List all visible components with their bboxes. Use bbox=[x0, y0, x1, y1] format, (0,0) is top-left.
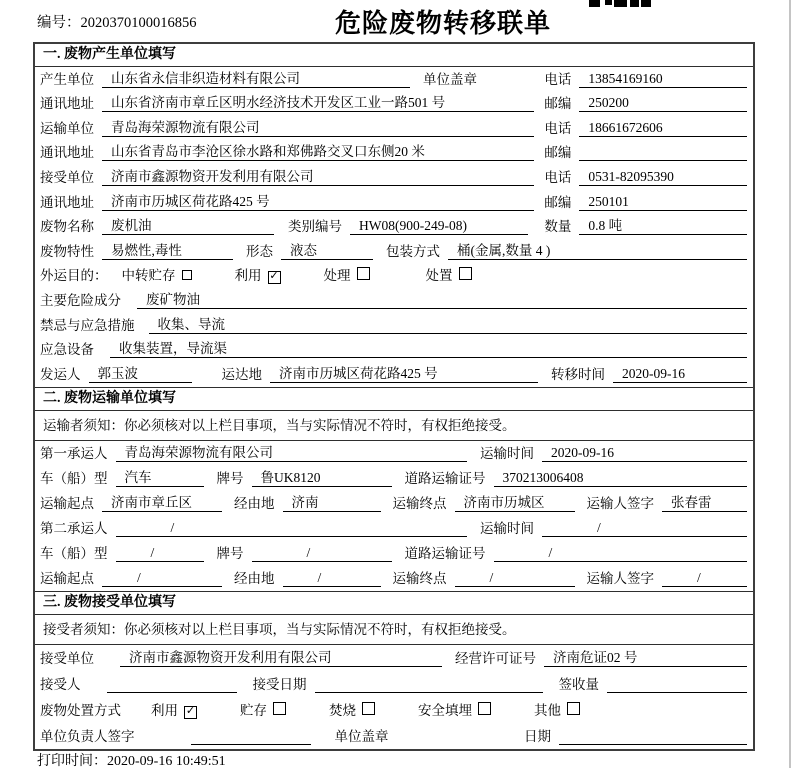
option-dispose-label: 处置 bbox=[425, 268, 453, 284]
first-route-row bbox=[35, 491, 753, 516]
option-store bbox=[240, 699, 286, 719]
receiver-notice: 接受者须知：你必须核对以上栏目事项，当与实际情况不符时，有权拒绝接受。 bbox=[35, 615, 753, 645]
print-time-label: 打印时间： bbox=[37, 754, 107, 769]
route-start-value: 济南市章丘区 bbox=[102, 491, 222, 512]
route-via-value: / bbox=[283, 570, 381, 587]
option-other bbox=[534, 699, 580, 719]
plate-number-label: 牌号 bbox=[216, 470, 244, 486]
phone-label: 电话 bbox=[544, 71, 572, 87]
unit-stamp-label: 单位盖章 bbox=[423, 71, 477, 87]
serial-label: 编号： bbox=[37, 15, 81, 31]
sign-date-value bbox=[559, 728, 747, 745]
document-header bbox=[0, 0, 796, 42]
waste-name-label: 废物名称 bbox=[40, 219, 94, 235]
print-time bbox=[37, 750, 226, 770]
responsible-sign-row bbox=[35, 723, 753, 749]
waste-traits-label: 废物特性 bbox=[40, 243, 94, 259]
vehicle-type-value: 汽车 bbox=[116, 466, 204, 487]
dispatcher-row bbox=[35, 362, 753, 387]
carrier-sign-label: 运输人签字 bbox=[586, 495, 654, 511]
qr-block bbox=[605, 0, 612, 5]
road-permit-label: 道路运输证号 bbox=[404, 470, 486, 486]
option-dispose bbox=[426, 264, 472, 284]
qr-block bbox=[589, 0, 600, 7]
generator-unit-group bbox=[40, 67, 534, 88]
responsible-sign-value bbox=[191, 728, 311, 745]
physical-form-value: 液态 bbox=[281, 239, 373, 260]
second-route-row bbox=[35, 566, 753, 591]
road-permit-value: / bbox=[494, 545, 748, 562]
waste-name-value: 废机油 bbox=[102, 214, 274, 235]
license-number-label: 经营许可证号 bbox=[455, 650, 536, 666]
phone-label: 电话 bbox=[544, 169, 572, 185]
zip-label: 邮编 bbox=[544, 145, 572, 161]
dispose-checkbox bbox=[459, 267, 472, 280]
acceptor-value bbox=[107, 676, 237, 693]
hazard-component-value: 废矿物油 bbox=[137, 288, 747, 309]
receiver-address-group bbox=[40, 190, 534, 211]
acceptor-label: 接受人 bbox=[40, 676, 81, 692]
route-start-label: 运输起点 bbox=[40, 570, 94, 586]
zip-label: 邮编 bbox=[544, 96, 572, 112]
packaging-label: 包装方式 bbox=[386, 243, 440, 259]
waste-traits-value: 易燃性,毒性 bbox=[102, 239, 233, 260]
transfer-time-label: 转移时间 bbox=[551, 366, 605, 382]
transport-address-group bbox=[40, 140, 534, 161]
waste-name-group bbox=[40, 214, 534, 235]
option-treat-label: 处理 bbox=[323, 268, 351, 284]
waste-traits-row bbox=[35, 239, 753, 264]
disposal-method-label: 废物处置方式 bbox=[40, 702, 121, 718]
option-other-label: 其他 bbox=[534, 702, 561, 718]
route-via-label: 经由地 bbox=[234, 495, 275, 511]
address-value: 山东省青岛市李沧区徐水路和郑佛路交叉口东侧20 米 bbox=[102, 140, 534, 161]
treat-checkbox bbox=[357, 267, 370, 280]
page-title: 危险废物转移联单 bbox=[334, 9, 551, 38]
transport-unit-value: 青岛海荣源物流有限公司 bbox=[102, 116, 534, 137]
serial-value: 2020370100016856 bbox=[80, 15, 197, 31]
acceptor-row bbox=[35, 671, 753, 697]
phone-value: 18661672606 bbox=[579, 120, 747, 137]
store-checkbox bbox=[273, 702, 286, 715]
carrier-sign-label: 运输人签字 bbox=[586, 570, 654, 586]
print-time-value: 2020-09-16 10:49:51 bbox=[107, 754, 226, 769]
transfer-purpose-row bbox=[35, 264, 753, 289]
transit-storage-checkbox bbox=[182, 270, 192, 280]
option-transit-storage-label: 中转贮存 bbox=[121, 268, 176, 284]
option-landfill-label: 安全填埋 bbox=[418, 702, 472, 718]
transport-address-row bbox=[35, 141, 753, 166]
section1-header: 一. 废物产生单位填写 bbox=[35, 44, 753, 67]
second-carrier-value: / bbox=[116, 520, 468, 537]
hazard-component-row bbox=[35, 288, 753, 313]
taboo-measures-label: 禁忌与应急措施 bbox=[40, 317, 135, 333]
road-permit-label: 道路运输证号 bbox=[404, 545, 486, 561]
option-incinerate-label: 焚烧 bbox=[329, 702, 356, 718]
quantity-value: 0.8 吨 bbox=[579, 214, 747, 235]
transport-unit-row bbox=[35, 116, 753, 141]
route-start-value: / bbox=[102, 570, 222, 587]
carrier-sign-value: / bbox=[662, 570, 747, 587]
carrier-sign-value: 张春雷 bbox=[662, 491, 747, 512]
utilize-checkbox bbox=[184, 706, 197, 719]
option-landfill bbox=[418, 699, 491, 719]
second-carrier-row bbox=[35, 516, 753, 541]
option-utilize bbox=[235, 264, 281, 284]
route-end-value: / bbox=[455, 570, 575, 587]
generator-unit-row bbox=[35, 67, 753, 92]
phone-value: 13854169160 bbox=[579, 71, 747, 88]
disposal-method-row bbox=[35, 697, 753, 723]
route-via-value: 济南 bbox=[283, 491, 381, 512]
zip-value: 250200 bbox=[579, 95, 747, 112]
page-edge-divider bbox=[789, 0, 791, 768]
address-value: 山东省济南市章丘区明水经济技术开发区工业一路501 号 bbox=[102, 91, 534, 112]
option-store-label: 贮存 bbox=[240, 702, 267, 718]
address-label: 通讯地址 bbox=[40, 145, 94, 161]
physical-form-label: 形态 bbox=[246, 243, 273, 259]
emergency-equipment-row bbox=[35, 338, 753, 363]
first-carrier-value: 青岛海荣源物流有限公司 bbox=[116, 441, 468, 462]
transporter-notice: 运输者须知：你必须核对以上栏目事项，当与实际情况不符时，有权拒绝接受。 bbox=[35, 411, 753, 441]
receiver-unit-value: 济南市鑫源物资开发利用有限公司 bbox=[102, 165, 534, 186]
sign-date-label: 日期 bbox=[524, 728, 551, 744]
plate-number-label: 牌号 bbox=[216, 545, 244, 561]
destination-label: 运达地 bbox=[221, 366, 262, 382]
option-utilize-label: 利用 bbox=[151, 702, 178, 718]
quantity-label: 数量 bbox=[544, 219, 572, 235]
packaging-value: 桶(金属,数量 4 ) bbox=[448, 239, 747, 260]
accepting-unit-label: 接受单位 bbox=[40, 650, 94, 666]
responsible-sign-label: 单位负责人签字 bbox=[40, 728, 135, 744]
option-incinerate bbox=[329, 699, 375, 719]
address-value: 济南市历城区荷花路425 号 bbox=[102, 190, 534, 211]
generator-address-row bbox=[35, 92, 753, 117]
taboo-measures-value: 收集、导流 bbox=[149, 313, 748, 334]
section3-header: 三. 废物接受单位填写 bbox=[35, 591, 753, 615]
transfer-time-value: 2020-09-16 bbox=[613, 366, 747, 383]
transfer-manifest-form bbox=[33, 42, 755, 751]
first-vehicle-row bbox=[35, 466, 753, 491]
receiver-address-row bbox=[35, 190, 753, 215]
incinerate-checkbox bbox=[362, 702, 375, 715]
hazard-component-label: 主要危险成分 bbox=[40, 292, 121, 308]
license-number-value: 济南危证02 号 bbox=[544, 646, 747, 667]
first-carrier-row bbox=[35, 441, 753, 466]
emergency-equipment-label: 应急设备 bbox=[40, 342, 94, 358]
category-code-value: HW08(900-249-08) bbox=[350, 218, 528, 235]
qr-code-fragment bbox=[589, 0, 651, 8]
route-start-label: 运输起点 bbox=[40, 495, 94, 511]
phone-value: 0531-82095390 bbox=[579, 169, 747, 186]
transport-unit-group bbox=[40, 116, 534, 137]
accepting-unit-value: 济南市鑫源物资开发利用有限公司 bbox=[120, 646, 442, 667]
category-code-label: 类别编号 bbox=[288, 219, 342, 235]
accepting-unit-row bbox=[35, 645, 753, 671]
zip-value bbox=[579, 144, 747, 161]
route-via-label: 经由地 bbox=[234, 570, 275, 586]
dispatcher-value: 郭玉波 bbox=[89, 362, 192, 383]
transport-time-value: / bbox=[542, 520, 747, 537]
route-end-label: 运输终点 bbox=[392, 495, 447, 511]
option-treat bbox=[324, 264, 370, 284]
qr-block bbox=[641, 0, 651, 7]
utilize-checkbox bbox=[268, 271, 281, 284]
route-end-label: 运输终点 bbox=[392, 570, 447, 586]
qr-block bbox=[614, 0, 627, 7]
accept-date-value bbox=[315, 676, 543, 693]
road-permit-value: 370213006408 bbox=[494, 470, 748, 487]
qr-block bbox=[630, 0, 639, 7]
unit-stamp-label: 单位盖章 bbox=[334, 728, 389, 744]
transfer-purpose-label: 外运目的： bbox=[40, 268, 108, 284]
phone-label: 电话 bbox=[544, 120, 572, 136]
second-carrier-label: 第二承运人 bbox=[40, 520, 108, 536]
option-utilize bbox=[151, 699, 197, 719]
received-amount-value bbox=[607, 676, 747, 693]
zip-label: 邮编 bbox=[544, 194, 572, 210]
vehicle-type-label: 车（船）型 bbox=[40, 470, 108, 486]
address-label: 通讯地址 bbox=[40, 96, 94, 112]
landfill-checkbox bbox=[478, 702, 491, 715]
taboo-measures-row bbox=[35, 313, 753, 338]
generator-unit-value: 山东省永信非织造材料有限公司 bbox=[102, 67, 410, 88]
transport-time-label: 运输时间 bbox=[480, 445, 534, 461]
transport-time-label: 运输时间 bbox=[480, 520, 534, 536]
destination-value: 济南市历城区荷花路425 号 bbox=[270, 362, 538, 383]
section2-header: 二. 废物运输单位填写 bbox=[35, 387, 753, 411]
generator-address-group bbox=[40, 91, 534, 112]
second-vehicle-row bbox=[35, 541, 753, 566]
route-end-value: 济南市历城区 bbox=[455, 491, 575, 512]
receiver-unit-group bbox=[40, 165, 534, 186]
transport-time-value: 2020-09-16 bbox=[542, 445, 747, 462]
option-transit-storage bbox=[122, 264, 192, 284]
received-amount-label: 签收量 bbox=[558, 676, 599, 692]
accept-date-label: 接受日期 bbox=[252, 676, 307, 692]
emergency-equipment-value: 收集装置，导流渠 bbox=[110, 337, 747, 358]
transport-unit-label: 运输单位 bbox=[40, 120, 94, 136]
other-checkbox bbox=[567, 702, 580, 715]
dispatcher-label: 发运人 bbox=[40, 366, 81, 382]
option-utilize-label: 利用 bbox=[234, 268, 262, 284]
receiver-unit-row bbox=[35, 165, 753, 190]
waste-name-row bbox=[35, 215, 753, 240]
generator-unit-label: 产生单位 bbox=[40, 71, 94, 87]
plate-number-value: / bbox=[252, 545, 392, 562]
address-label: 通讯地址 bbox=[40, 194, 94, 210]
first-carrier-label: 第一承运人 bbox=[40, 445, 108, 461]
plate-number-value: 鲁UK8120 bbox=[252, 466, 392, 487]
vehicle-type-value: / bbox=[116, 545, 204, 562]
receiver-unit-label: 接受单位 bbox=[40, 169, 94, 185]
vehicle-type-label: 车（船）型 bbox=[40, 545, 108, 561]
zip-value: 250101 bbox=[579, 194, 747, 211]
